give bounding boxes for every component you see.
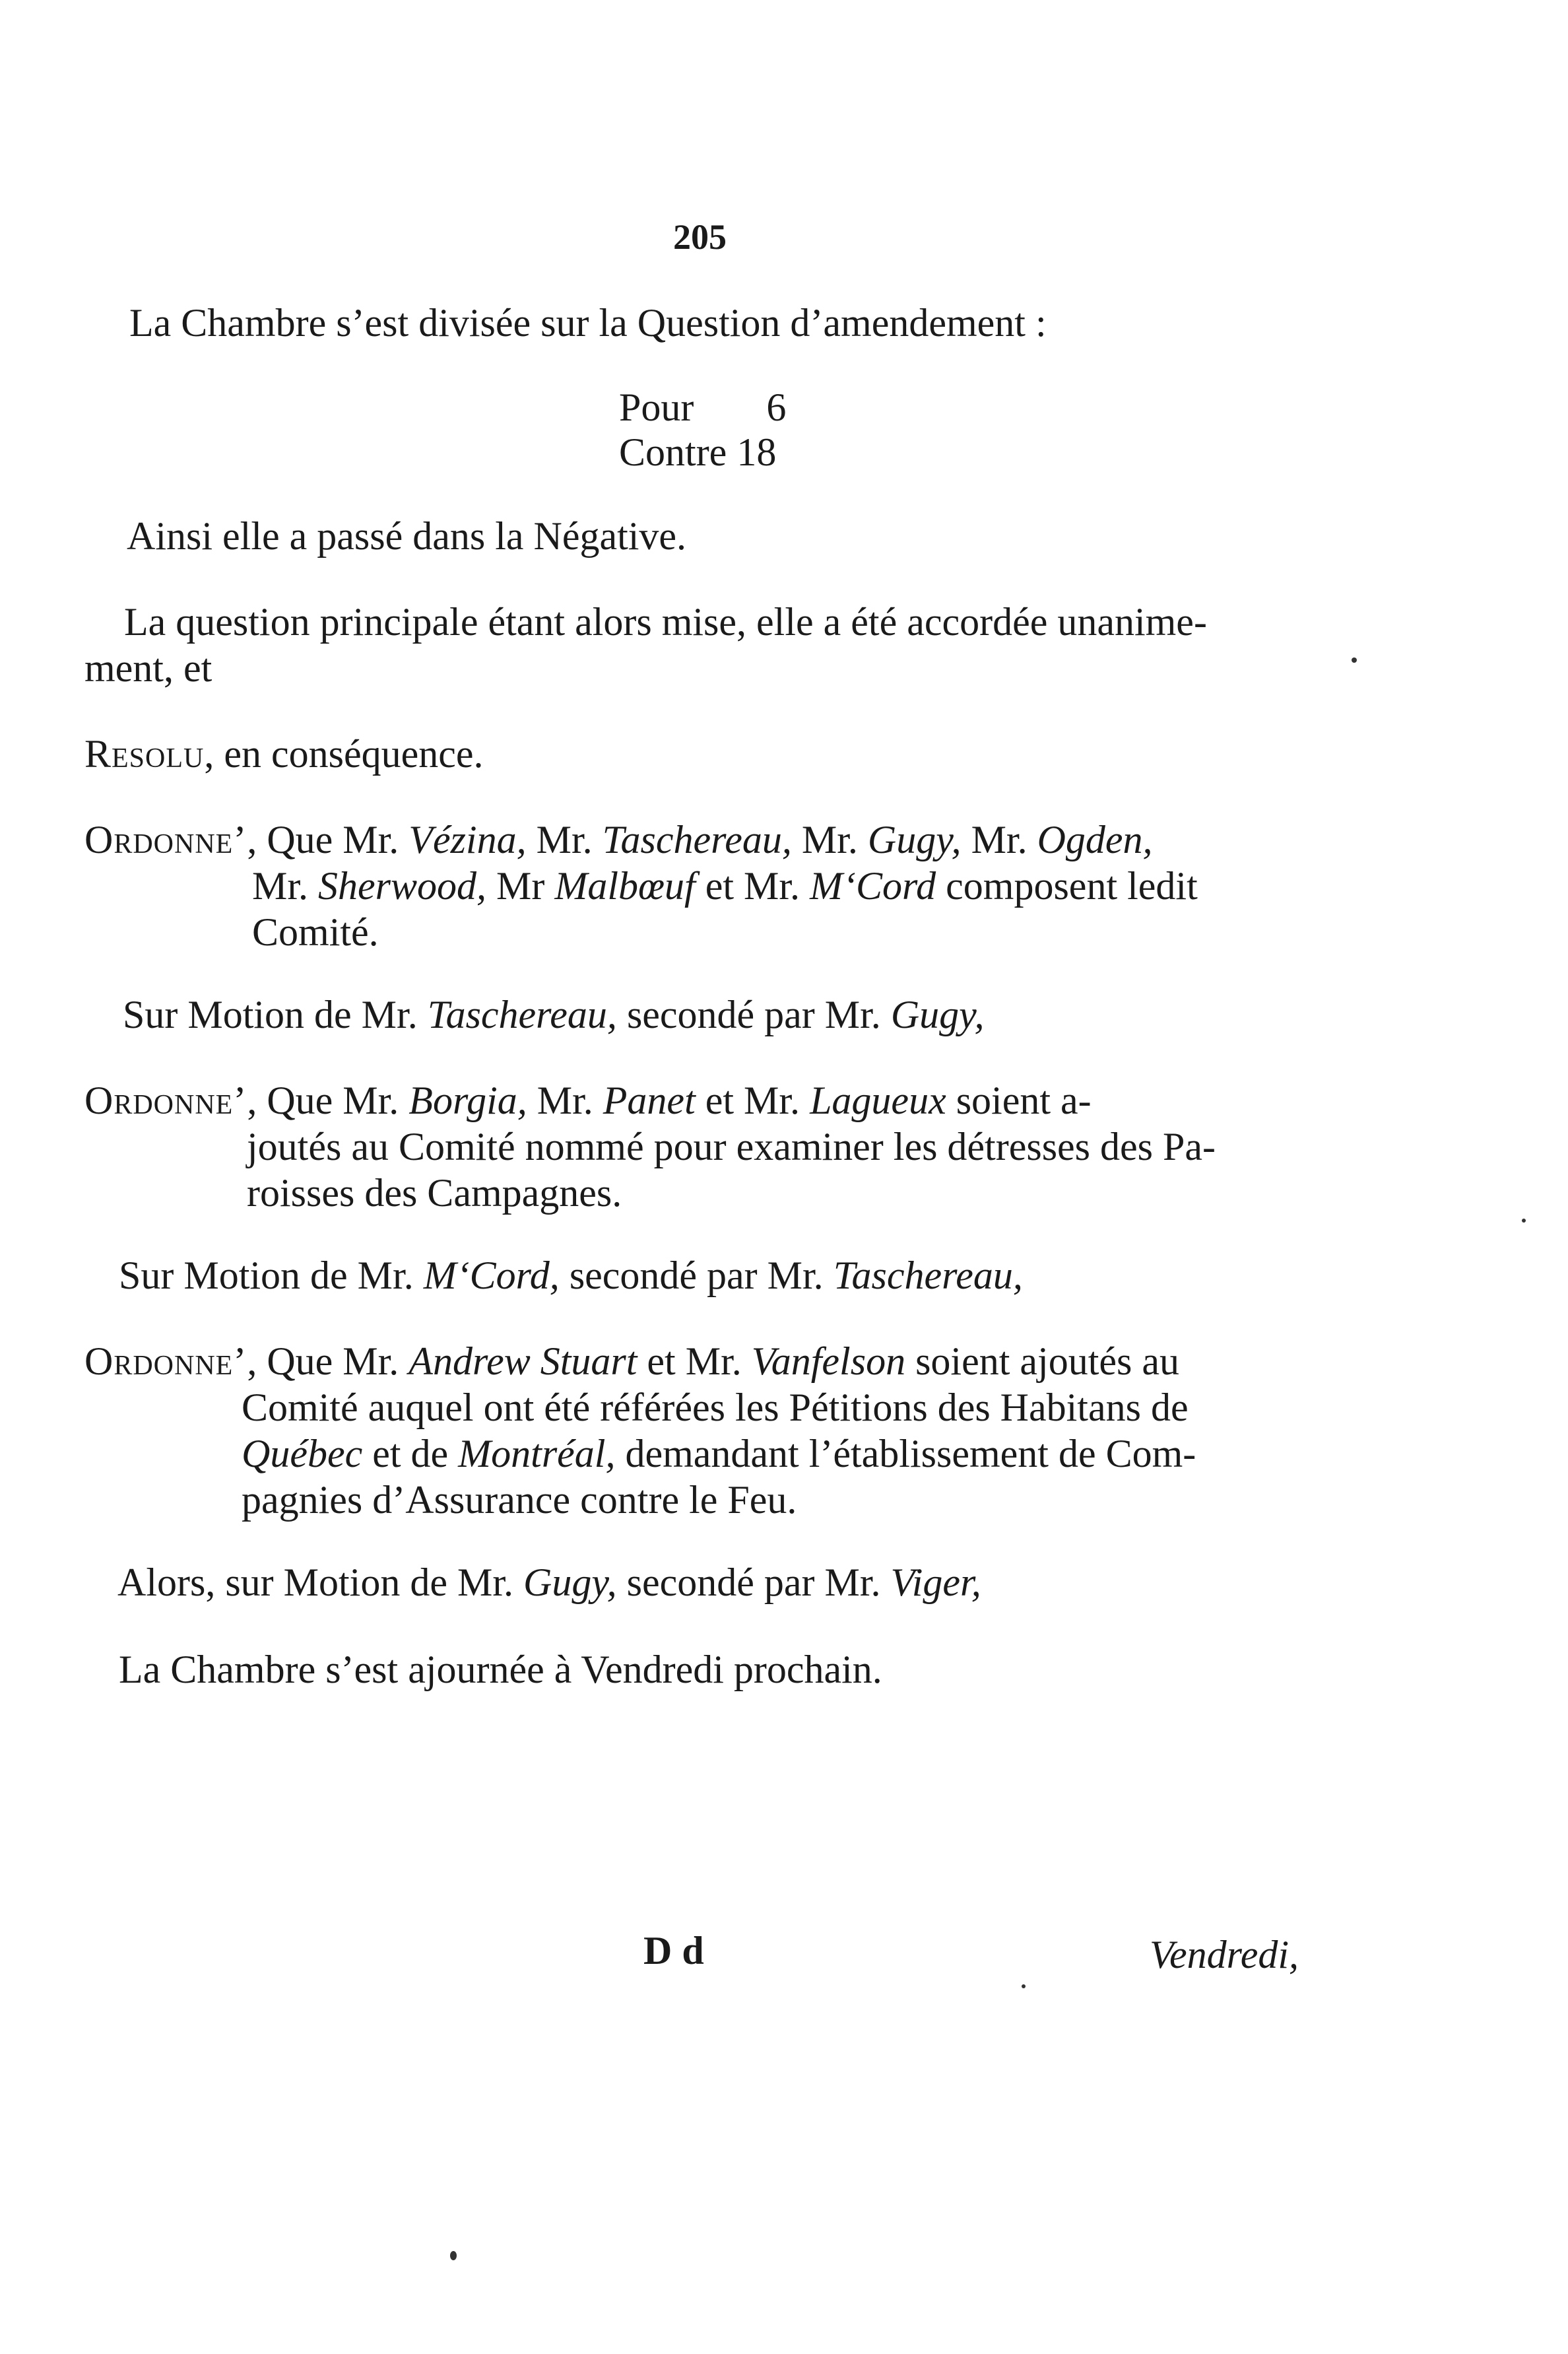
text: et Mr.	[637, 1339, 752, 1383]
resolu-line	[84, 729, 484, 778]
member-name: Taschereau,	[427, 993, 617, 1036]
member-name: Taschereau,	[833, 1254, 1023, 1297]
text: Mr.	[252, 864, 319, 908]
member-name: Panet	[603, 1079, 696, 1122]
text: secondé par Mr.	[559, 1254, 833, 1297]
scan-speck	[450, 2251, 457, 2260]
ordonne2-line1	[84, 1076, 1092, 1125]
text: Mr.	[527, 1079, 603, 1122]
text: composent ledit	[936, 864, 1198, 908]
adjourn-line: La Chambre s’est ajournée à Vendredi prochain.	[119, 1648, 882, 1691]
member-name: Ogden,	[1037, 818, 1153, 861]
place-name: Québec	[242, 1432, 363, 1475]
member-name: Gugy,	[890, 993, 985, 1036]
text: secondé par Mr.	[616, 993, 891, 1036]
text: Mr.	[791, 818, 868, 861]
vote-contre-label: Contre	[619, 430, 727, 474]
member-name: Borgia,	[408, 1079, 527, 1122]
page-number: 205	[673, 217, 727, 257]
ordonne3-line2: Comité auquel ont été référées les Pétitions des Habitans de	[242, 1386, 1189, 1429]
text: et Mr.	[695, 1079, 810, 1122]
place-name: Montréal,	[458, 1432, 616, 1475]
text: soient ajoutés au	[905, 1339, 1179, 1383]
ordonne3-line4: pagnies d’Assurance contre le Feu.	[242, 1478, 797, 1522]
member-name: Vanfelson	[751, 1339, 906, 1383]
member-name: Sherwood,	[318, 864, 487, 908]
vote-pour-count: 6	[766, 386, 787, 429]
catchword-text: Vendredi,	[1150, 1933, 1299, 1976]
ordonne3-line3	[242, 1429, 1196, 1478]
motion1-line	[123, 990, 984, 1039]
text: secondé par Mr.	[616, 1561, 891, 1604]
vote-contre	[619, 428, 776, 477]
scan-speck	[1522, 1219, 1526, 1223]
member-name: Gugy,	[523, 1561, 617, 1604]
member-name: Viger,	[890, 1561, 981, 1604]
text: Sur Motion de Mr.	[119, 1254, 424, 1297]
text: Alors, sur Motion de Mr.	[117, 1561, 523, 1604]
member-name: Gugy,	[867, 818, 962, 861]
member-name: Lagueux	[810, 1079, 946, 1122]
text: , Que Mr.	[247, 818, 409, 861]
text: et Mr.	[695, 864, 810, 908]
member-name: Malbœuf	[554, 864, 696, 908]
ordonne2-keyword: Ordonne’	[84, 1079, 247, 1122]
ordonne1-line3: Comité.	[252, 910, 379, 954]
ordonne3-keyword: Ordonne’	[84, 1339, 247, 1383]
text: , Que Mr.	[247, 1339, 409, 1383]
vote-contre-count: 18	[736, 430, 777, 474]
ordonne2-line2: joutés au Comité nommé pour examiner les détresses des Pa-	[247, 1125, 1216, 1168]
catchword	[1150, 1930, 1299, 1979]
ordonne2-line3: roisses des Campagnes.	[247, 1171, 622, 1215]
scan-speck	[1022, 1984, 1026, 1988]
vote-pour	[619, 383, 786, 432]
member-name: Andrew Stuart	[408, 1339, 637, 1383]
member-name: M‘Cord	[810, 864, 936, 908]
resolu-keyword: Resolu	[84, 732, 205, 776]
principal-question-line2: ment, et	[84, 646, 212, 690]
text: demandant l’établissement de Com-	[615, 1432, 1196, 1475]
motion3-line	[117, 1558, 981, 1607]
ordonne1-line2	[252, 861, 1198, 910]
text: , Que Mr.	[247, 1079, 409, 1122]
ordonne1-line1	[84, 815, 1153, 864]
text: Mr.	[961, 818, 1037, 861]
ordonne3-line1	[84, 1337, 1179, 1386]
ordonne1-keyword: Ordonne’	[84, 818, 247, 861]
text: Mr.	[526, 818, 603, 861]
text: soient a-	[946, 1079, 1092, 1122]
text: et de	[362, 1432, 459, 1475]
signature-mark: D d	[643, 1929, 704, 1972]
member-name: M‘Cord,	[423, 1254, 560, 1297]
principal-question-line1: La question principale étant alors mise, elle a été accordée unanime-	[124, 600, 1207, 644]
vote-pour-label: Pour	[619, 386, 694, 429]
text: Mr	[486, 864, 555, 908]
member-name: Taschereau,	[602, 818, 792, 861]
member-name: Vézina,	[408, 818, 527, 861]
division-line: La Chambre s’est divisée sur la Question d’amendement :	[129, 301, 1047, 345]
text: Sur Motion de Mr.	[123, 993, 428, 1036]
motion2-line	[119, 1251, 1023, 1300]
scan-speck	[1352, 657, 1357, 663]
resolu-rest: , en conséquence.	[204, 732, 484, 776]
negative-line: Ainsi elle a passé dans la Négative.	[127, 514, 687, 558]
